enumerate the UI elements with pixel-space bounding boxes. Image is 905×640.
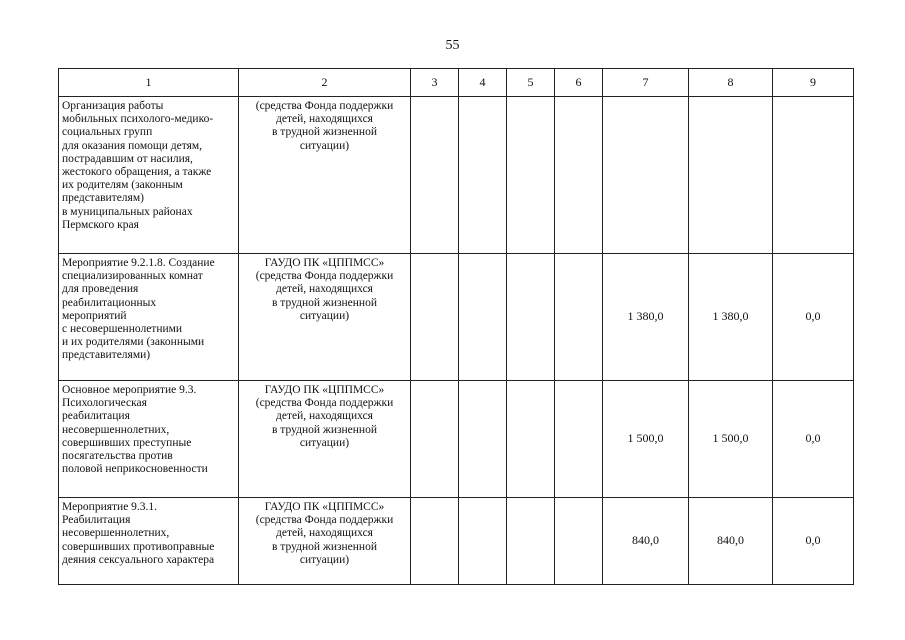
empty-cell xyxy=(459,97,507,254)
empty-cell xyxy=(411,97,459,254)
column-header: 6 xyxy=(555,69,603,97)
activity-name-line: реабилитационных xyxy=(62,296,157,309)
column-header: 9 xyxy=(773,69,854,97)
activity-name-line: с несовершеннолетними xyxy=(62,323,183,336)
activity-name-line: мобильных психолого-медико- xyxy=(62,113,214,126)
column-header: 4 xyxy=(459,69,507,97)
executor-line: в трудной жизненной xyxy=(272,296,377,309)
executor-line: ситуации) xyxy=(299,139,350,152)
activity-name-line: представителям) xyxy=(62,192,144,205)
executor-cell xyxy=(239,498,411,585)
table-row xyxy=(59,498,854,585)
executor-cell xyxy=(239,381,411,498)
empty-cell xyxy=(555,381,603,498)
executor-line: в трудной жизненной xyxy=(272,540,377,553)
empty-cell xyxy=(507,254,555,381)
table-row xyxy=(59,97,854,254)
empty-cell xyxy=(507,498,555,585)
activity-name-line: реабилитация xyxy=(62,410,130,423)
executor-line: в трудной жизненной xyxy=(272,126,377,139)
value-col9 xyxy=(773,97,854,254)
activity-name-line: мероприятий xyxy=(62,309,127,322)
value-col7: 1 380,0 xyxy=(603,254,689,381)
executor-line: ситуации) xyxy=(299,436,350,449)
executor-line: детей, находящихся xyxy=(276,283,373,296)
activity-name-line: Организация работы xyxy=(62,100,164,112)
activity-name-line: социальных групп xyxy=(62,126,153,139)
value-col7: 1 500,0 xyxy=(603,381,689,498)
value-col9: 0,0 xyxy=(773,381,854,498)
activity-name-line: несовершеннолетних, xyxy=(62,423,170,436)
executor-line: ситуации) xyxy=(299,309,350,322)
activity-name-line: пострадавшим от насилия, xyxy=(62,152,193,165)
executor-line: детей, находящихся xyxy=(276,113,373,126)
activity-name-line: в муниципальных районах xyxy=(62,205,193,218)
value-col9: 0,0 xyxy=(773,254,854,381)
activity-name-line: Мероприятие 9.3.1. xyxy=(62,501,158,513)
executor-line: (средства Фонда поддержки xyxy=(255,397,394,410)
value-col9: 0,0 xyxy=(773,498,854,585)
executor-cell xyxy=(239,254,411,381)
executor-line: детей, находящихся xyxy=(276,527,373,540)
empty-cell xyxy=(459,498,507,585)
activity-name-line: и их родителями (законными xyxy=(62,336,205,349)
empty-cell xyxy=(411,381,459,498)
value-col8: 1 500,0 xyxy=(689,381,773,498)
executor-line: ГАУДО ПК «ЦППМСС» xyxy=(264,501,385,513)
activity-name-cell xyxy=(59,498,239,585)
executor-line: (средства Фонда поддержки xyxy=(255,514,394,527)
column-header: 1 xyxy=(59,69,239,97)
budget-table xyxy=(58,68,854,585)
value-col8 xyxy=(689,97,773,254)
activity-name-line: специализированных комнат xyxy=(62,270,203,283)
empty-cell xyxy=(507,97,555,254)
table-row xyxy=(59,254,854,381)
page-number: 55 xyxy=(445,38,460,53)
activity-name-cell xyxy=(59,381,239,498)
empty-cell xyxy=(411,254,459,381)
column-header: 8 xyxy=(689,69,773,97)
executor-cell xyxy=(239,97,411,254)
activity-name-line: Основное мероприятие 9.3. xyxy=(62,384,197,396)
executor-line: ГАУДО ПК «ЦППМСС» xyxy=(264,384,385,396)
empty-cell xyxy=(555,254,603,381)
activity-name-cell xyxy=(59,97,239,254)
executor-line: в трудной жизненной xyxy=(272,423,377,436)
column-header: 3 xyxy=(411,69,459,97)
header-row xyxy=(59,69,854,97)
empty-cell xyxy=(555,97,603,254)
column-header: 7 xyxy=(603,69,689,97)
activity-name-line: Мероприятие 9.2.1.8. Создание xyxy=(62,257,215,269)
activity-name-line: их родителям (законным xyxy=(62,179,183,192)
value-col7: 840,0 xyxy=(603,498,689,585)
executor-line: ситуации) xyxy=(299,553,350,566)
activity-name-line: посягательства против xyxy=(62,450,173,463)
empty-cell xyxy=(507,381,555,498)
value-col8: 1 380,0 xyxy=(689,254,773,381)
activity-name-line: представителями) xyxy=(62,349,151,362)
activity-name-line: Психологическая xyxy=(62,397,147,410)
activity-name-line: жестокого обращения, а также xyxy=(62,166,212,179)
empty-cell xyxy=(459,381,507,498)
empty-cell xyxy=(555,498,603,585)
activity-name-line: Реабилитация xyxy=(62,514,131,527)
value-col7 xyxy=(603,97,689,254)
executor-line: ГАУДО ПК «ЦППМСС» xyxy=(264,257,385,269)
activity-name-line: несовершеннолетних, xyxy=(62,527,170,540)
activity-name-line: Пермского края xyxy=(62,218,139,231)
activity-name-line: для оказания помощи детям, xyxy=(62,139,203,152)
empty-cell xyxy=(459,254,507,381)
executor-line: (средства Фонда поддержки xyxy=(255,270,394,283)
value-col8: 840,0 xyxy=(689,498,773,585)
activity-name-line: совершивших преступные xyxy=(62,436,192,449)
executor-line: детей, находящихся xyxy=(276,410,373,423)
activity-name-line: совершивших противоправные xyxy=(62,540,215,553)
column-header: 5 xyxy=(507,69,555,97)
activity-name-line: для проведения xyxy=(62,283,139,296)
activity-name-line: половой неприкосновенности xyxy=(62,463,208,476)
activity-name-cell xyxy=(59,254,239,381)
empty-cell xyxy=(411,498,459,585)
table-row xyxy=(59,381,854,498)
column-header: 2 xyxy=(239,69,411,97)
activity-name-line: деяния сексуального характера xyxy=(62,553,215,566)
executor-line: (средства Фонда поддержки xyxy=(255,100,394,112)
